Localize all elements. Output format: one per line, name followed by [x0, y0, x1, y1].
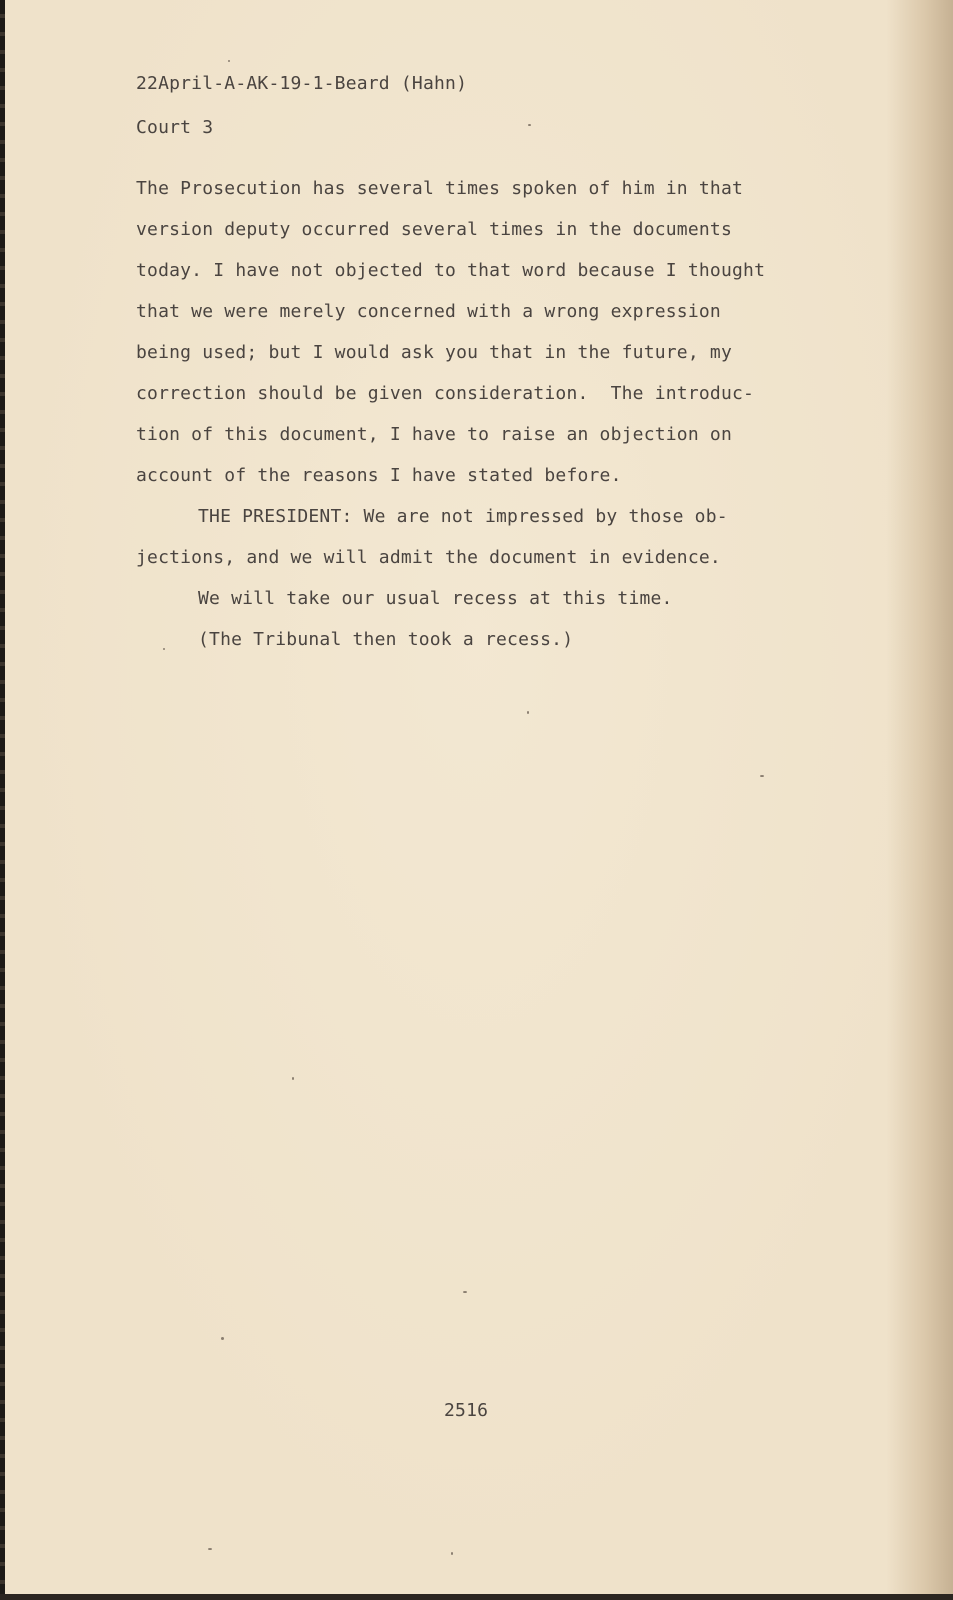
- body-line: account of the reasons I have stated before.: [136, 465, 622, 486]
- body-line: We will take our usual recess at this time.: [198, 588, 673, 609]
- body-line: that we were merely concerned with a wrong expression: [136, 301, 721, 322]
- paper-speck: [163, 648, 165, 650]
- page-number: 2516: [444, 1400, 489, 1421]
- body-line: being used; but I would ask you that in the future, my: [136, 342, 732, 363]
- paper-speck: [760, 775, 764, 777]
- paper-speck: [208, 1548, 212, 1550]
- body-line: jections, and we will admit the document in evidence.: [136, 547, 721, 568]
- body-line: version deputy occurred several times in the documents: [136, 219, 732, 240]
- paper-speck: [228, 60, 230, 62]
- paper-speck: [527, 711, 529, 714]
- body-line: (The Tribunal then took a recess.): [198, 629, 574, 650]
- header-court: Court 3: [136, 117, 214, 138]
- body-line: tion of this document, I have to raise an objection on: [136, 424, 732, 445]
- body-line: today. I have not objected to that word because I thought: [136, 260, 766, 281]
- paper-speck: [463, 1291, 467, 1293]
- binding-edge: [0, 0, 5, 1600]
- paper-speck: [292, 1077, 294, 1080]
- page-bottom-edge: [0, 1594, 953, 1600]
- paper-speck: [221, 1337, 224, 1340]
- body-line: correction should be given consideration. The introduc-: [136, 383, 755, 404]
- body-line: The Prosecution has several times spoken of him in that: [136, 178, 744, 199]
- paper-speck: [528, 124, 531, 126]
- paper-speck: [451, 1552, 453, 1555]
- body-line-speaker: THE PRESIDENT: We are not impressed by those ob-: [198, 506, 728, 527]
- header-reference: 22April-A-AK-19-1-Beard (Hahn): [136, 73, 468, 94]
